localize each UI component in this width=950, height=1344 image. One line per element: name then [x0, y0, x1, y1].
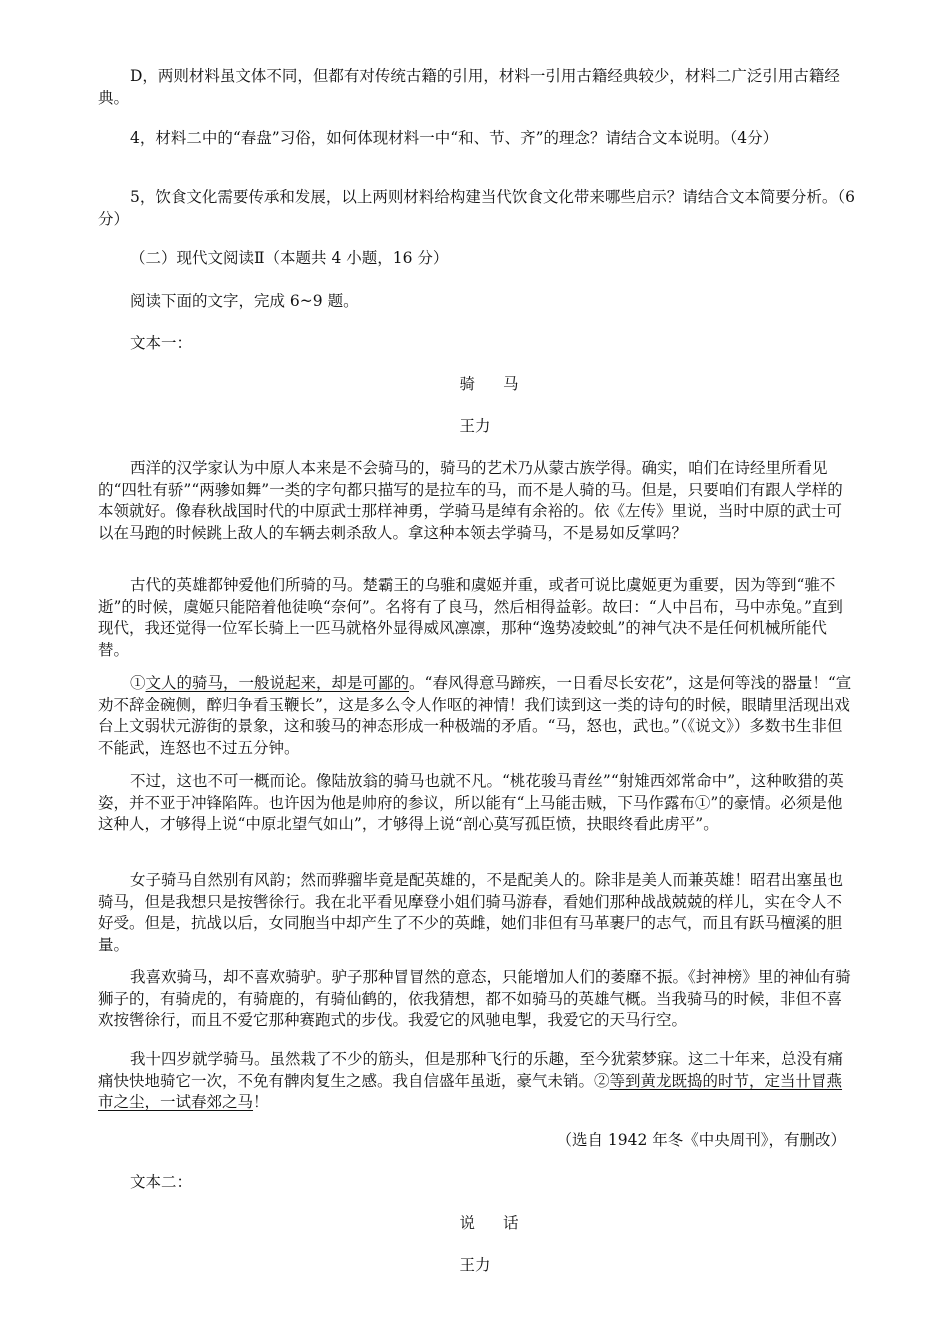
section-heading: （二）现代文阅读Ⅱ（本题共 4 小题，16 分）: [130, 249, 449, 267]
text1-paragraph-5: 女子骑马自然别有风韵；然而骅骝毕竟是配英雄的，不是配美人的。除非是美人而兼英雄！昭君出塞虽也骑马，但是我想只是按辔徐行。我在北平看见摩登小姐们骑马游春，看她们那种战战兢兢的样儿，实在令人不好受。但是，抗战以后，女同胞当中却产生了不少的英雌，她们非但有马革裹尸的志气，而且有跃马檀溪的胆量。: [98, 871, 844, 954]
text2-label: 文本二：: [130, 1173, 193, 1191]
text1-label: 文本一：: [130, 334, 193, 352]
text1-paragraph-7: 我十四岁就学骑马。虽然栽了不少的筋头，但是那种飞行的乐趣，至今犹萦梦寐。这二十年来，总没有痛痛快快地骑它一次，不免有髀肉复生之感。我自信盛年虽逝，豪气未销。②等到黄龙既捣的时节，定当卄冒燕市之尘，一试春郊之马！: [98, 1050, 844, 1111]
underlined-sentence-2: 等到黄龙既捣的时节，定当卄冒燕市之尘，一试春郊之马: [98, 1071, 843, 1111]
option-d: D，两则材料虽文体不同，但都有对传统古籍的引用，材料一引用古籍经典较少，材料二广泛引用古籍经典。: [98, 67, 840, 107]
text2-author: 王力: [459, 1256, 491, 1274]
annotation-marker-2: ②: [594, 1071, 610, 1090]
text1-paragraph-6: 我喜欢骑马，却不喜欢骑驴。驴子那种冒冒然的意态，只能增加人们的萎靡不振。《封神榜》里的神仙有骑狮子的，有骑虎的，有骑鹿的，有骑仙鹤的，依我猜想，都不如骑马的英雄气概。当我骑马的时候，非但不喜欢按辔徐行，而且不爱它那种赛跑式的步伐。我爱它的风驰电掣，我爱它的天马行空。: [98, 968, 851, 1029]
text1-paragraph-3: ①文人的骑马，一般说起来，却是可鄙的。“春风得意马蹄疾，一日看尽长安花”，这是何等浅的器量！“宣劝不辞金碗侧，醉归争看玉鞭长”，这是多么令人作呕的神情！我们读到这一类的诗句的时候，眼睛里活现出戏台上文弱状元游街的景象，这和骏马的神态形成一种极端的矛盾。“马，怒也，武也。”（《说文》）多数书生非但不能武，连怒也不过五分钟。: [98, 674, 852, 757]
question-5: 5，饮食文化需要传承和发展，以上两则材料给构建当代饮食文化带来哪些启示？请结合文本简要分析。（6分）: [98, 188, 855, 228]
text1-author: 王力: [459, 417, 491, 435]
text1-paragraph-4: 不过，这也不可一概而论。像陆放翁的骑马也就不凡。“桃花骏马青丝”“射雉西郊常命中”，这种畋猎的英姿，并不亚于冲锋陷阵。也许因为他是帅府的参议，所以能有“上马能击贼，下马作露布①”的豪情。必须是他这种人，才够得上说“中原北望气如山”，才够得上说“剖心莫写孤臣愤，抉眼终看此虏平”。: [98, 772, 844, 833]
question-4: 4，材料二中的“春盘”习俗，如何体现材料一中“和、节、齐”的理念？请结合文本说明。（4分）: [130, 129, 779, 147]
reading-instruction: 阅读下面的文字，完成 6~9 题。: [130, 292, 359, 310]
text2-title: 说话: [459, 1214, 547, 1232]
annotation-marker-1: ①: [130, 674, 146, 692]
text1-source: （选自 1942 年冬《中央周刊》，有删改）: [556, 1131, 846, 1149]
text1-title: 骑马: [459, 375, 547, 393]
text1-paragraph-2: 古代的英雄都钟爱他们所骑的马。楚霸王的乌骓和虞姬并重，或者可说比虞姬更为重要，因为等到“骓不逝”的时候，虞姬只能陪着他徒唤“奈何”。名将有了良马，然后相得益彰。故曰：“人中吕布，马中赤兔。”直到现代，我还觉得一位军长骑上一匹马就格外显得威风凛凛，那种“逸势凌蛟虬”的神气决不是任何机械所能代替。: [98, 576, 843, 659]
underlined-sentence-1: 文人的骑马，一般说起来，却是可鄙的: [145, 674, 410, 692]
text1-paragraph-1: 西洋的汉学家认为中原人本来是不会骑马的，骑马的艺术乃从蒙古族学得。确实，咱们在诗经里所看见的“四牡有骄”“两骖如舞”一类的字句都只描写的是拉车的马，而不是人骑的马。但是，只要咱们有跟人学样的本领就好。像春秋战国时代的中原武士那样神勇，学骑马是绰有余裕的。依《左传》里说，当时中原的武士可以在马跑的时候跳上敌人的车辆去刺杀敌人。拿这种本领去学骑马，不是易如反掌吗？: [98, 459, 843, 542]
